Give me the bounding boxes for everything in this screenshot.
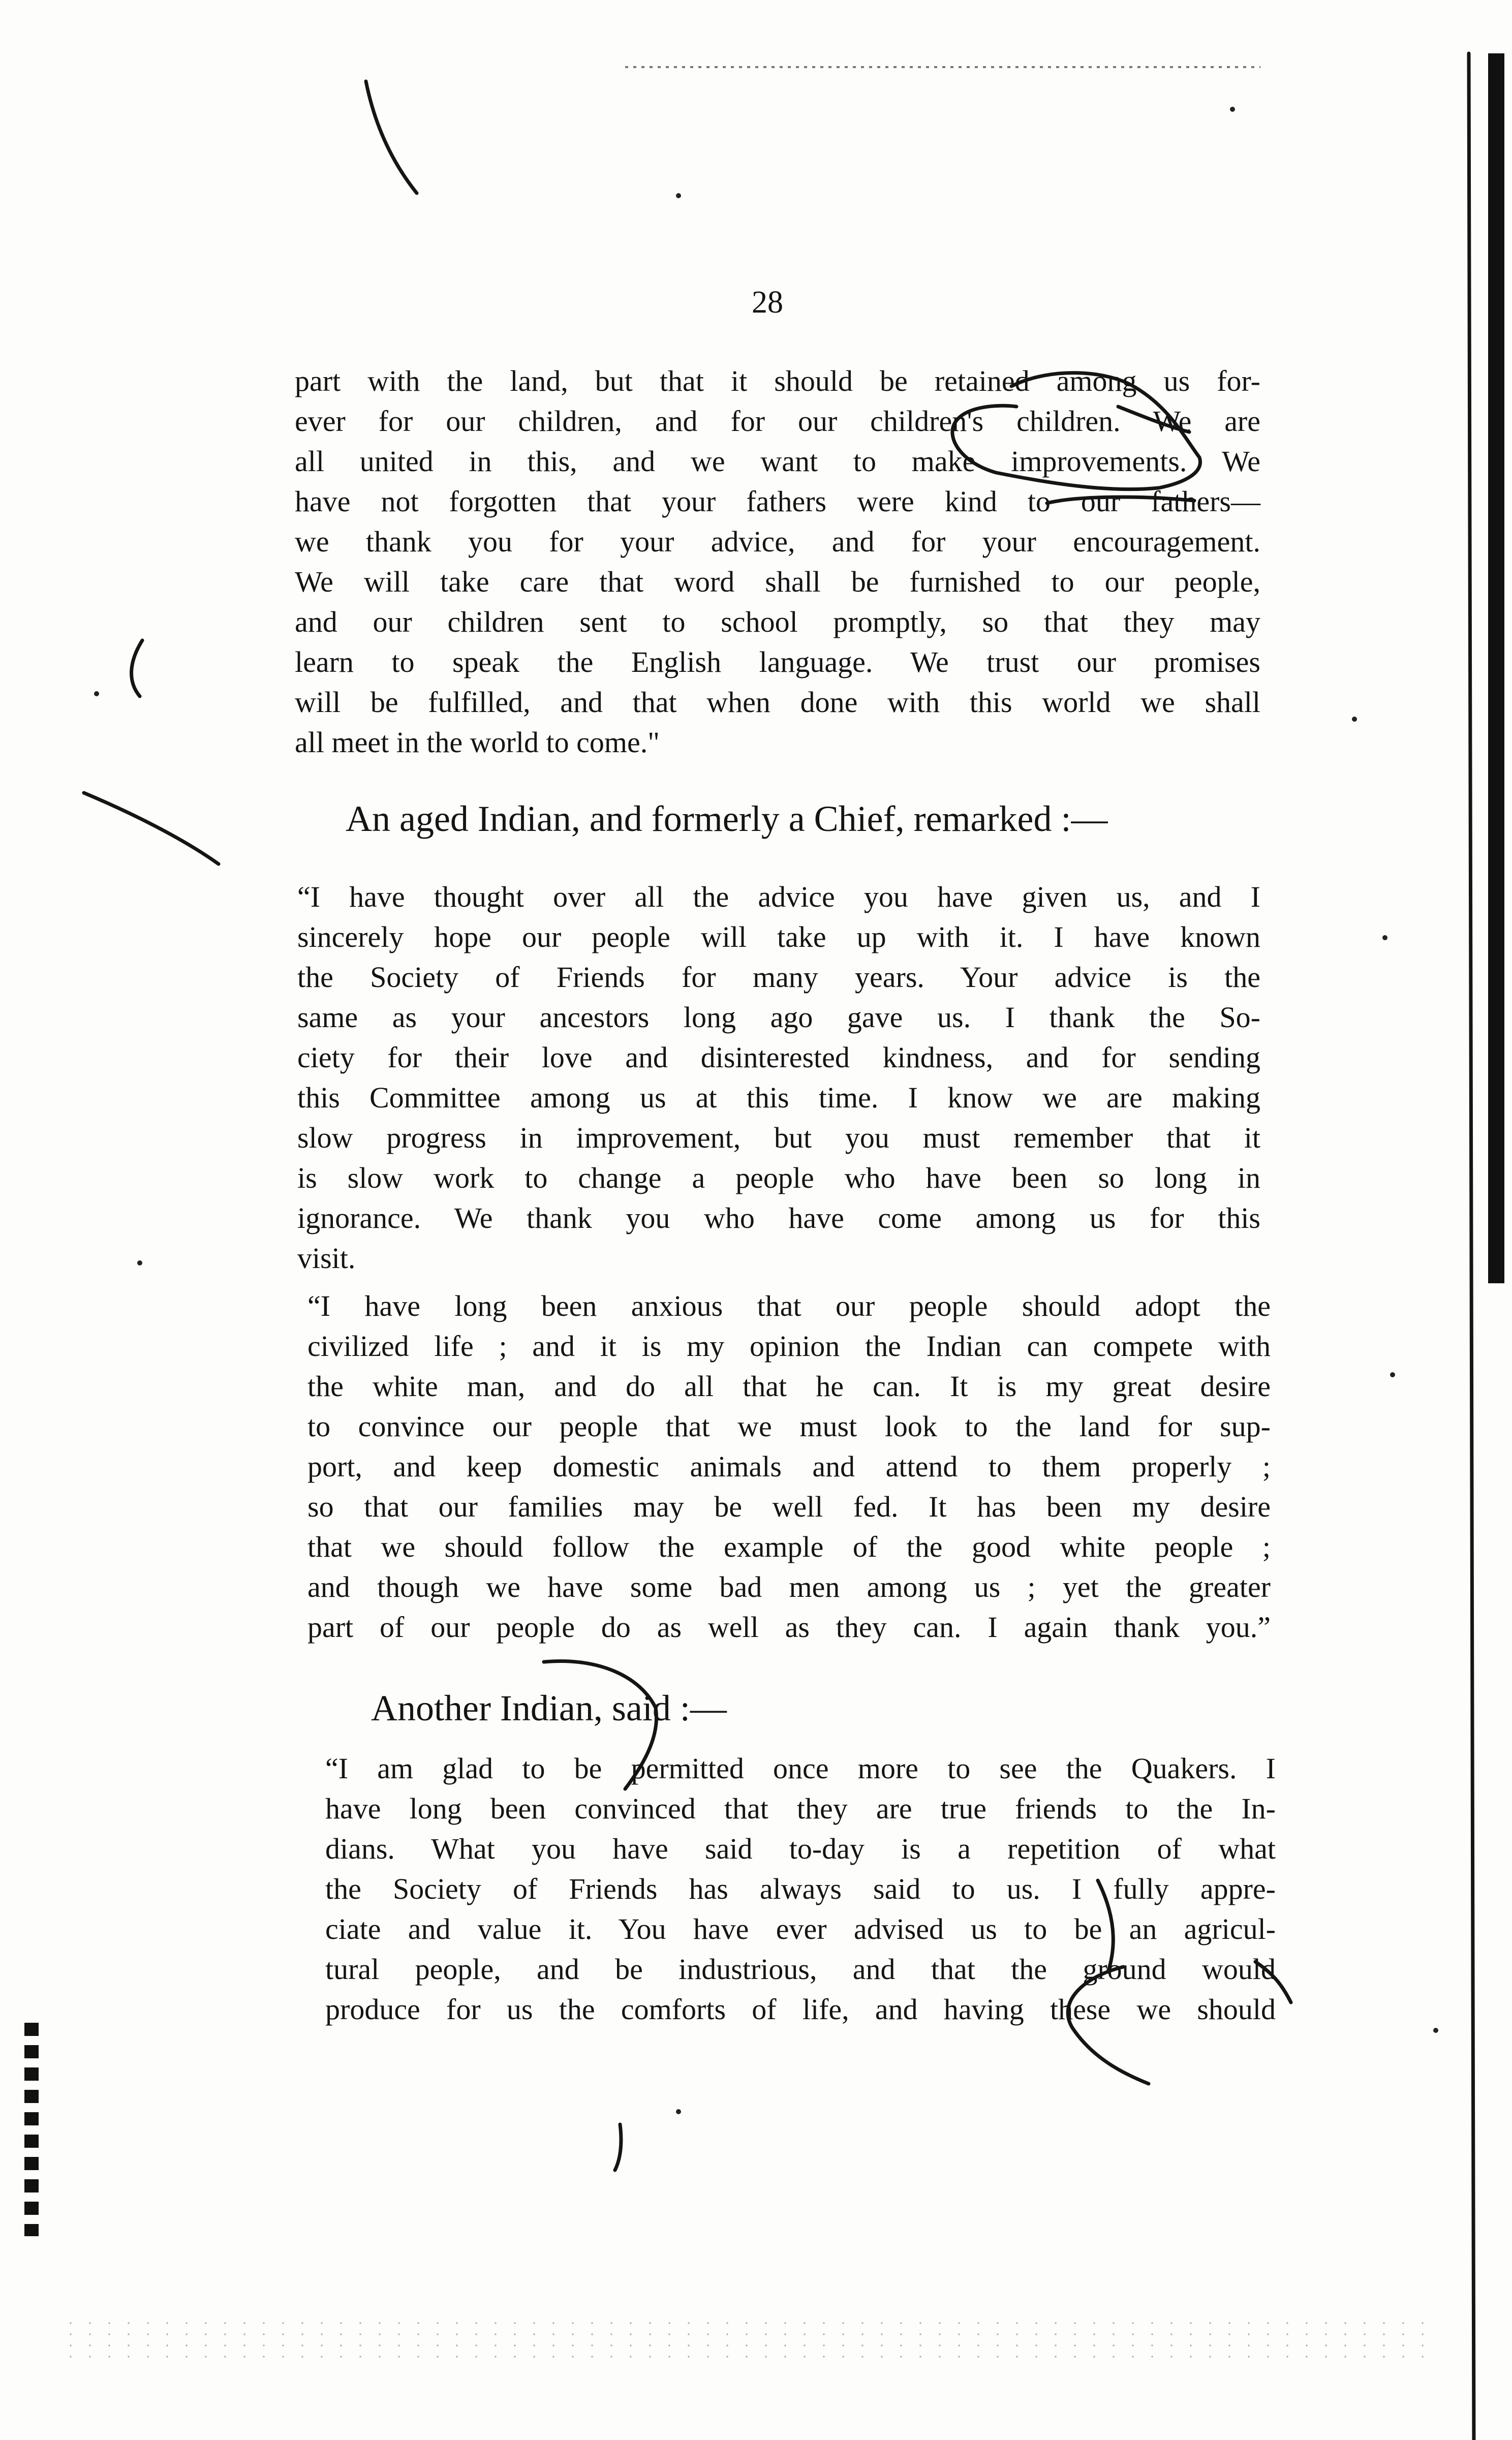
section-heading-aged-chief: An aged Indian, and formerly a Chief, remarked :— xyxy=(346,798,1108,839)
text-line: ignorance. We thank you who have come among us for this xyxy=(297,1201,1260,1234)
text-line: slow progress in improvement, but you must remember that it xyxy=(297,1121,1260,1154)
another-indian-paragraph xyxy=(325,1748,1276,2029)
text-line: and our children sent to school promptly, so that they may xyxy=(295,605,1260,638)
text-line: will be fulfilled, and that when done with this world we shall xyxy=(295,686,1260,719)
text-line: “I have thought over all the advice you have given us, and I xyxy=(297,880,1260,913)
text-line: that we should follow the example of the good white people ; xyxy=(307,1530,1271,1563)
text-line: the white man, and do all that he can. It is my great desire xyxy=(307,1370,1271,1403)
continued-passage xyxy=(295,361,1260,762)
section-heading-another-indian: Another Indian, said :— xyxy=(371,1688,727,1728)
text-line: the Society of Friends has always said to us. I fully appre- xyxy=(325,1872,1276,1905)
text-line: so that our families may be well fed. It has been my desire xyxy=(307,1490,1271,1523)
aged-chief-paragraph-2 xyxy=(307,1286,1271,1647)
text-line: and though we have some bad men among us ; yet the greater xyxy=(307,1570,1271,1603)
text-line: tural people, and be industrious, and that the ground would xyxy=(325,1953,1276,1986)
text-line: produce for us the comforts of life, and having these we should xyxy=(325,1993,1276,2026)
text-line: all united in this, and we want to make improvements. We xyxy=(295,445,1260,478)
text-line: this Committee among us at this time. I know we are making xyxy=(297,1081,1260,1114)
text-line: the Society of Friends for many years. Your advice is the xyxy=(297,961,1260,994)
text-line: part of our people do as well as they can. I again thank you.” xyxy=(307,1611,1271,1644)
aged-chief-paragraph-1 xyxy=(297,877,1260,1278)
text-line: we thank you for your advice, and for your encouragement. xyxy=(295,525,1260,558)
text-line: dians. What you have said to-day is a repetition of what xyxy=(325,1832,1276,1865)
text-line: have long been convinced that they are true friends to the In- xyxy=(325,1792,1276,1825)
text-line: learn to speak the English language. We trust our promises xyxy=(295,645,1260,678)
text-line: “I have long been anxious that our people should adopt the xyxy=(307,1289,1271,1322)
text-line: have not forgotten that your fathers were kind to our fathers— xyxy=(295,485,1260,518)
text-line: is slow work to change a people who have been so long in xyxy=(297,1161,1260,1194)
text-line: all meet in the world to come." xyxy=(295,726,660,759)
text-line: ciate and value it. You have ever advised us to be an agricul- xyxy=(325,1912,1276,1945)
text-line: “I am glad to be permitted once more to see the Quakers. I xyxy=(325,1752,1276,1785)
text-line: ciety for their love and disinterested kindness, and for sending xyxy=(297,1041,1260,1074)
text-line: civilized life ; and it is my opinion the Indian can compete with xyxy=(307,1330,1271,1363)
text-line: ever for our children, and for our children's children. We are xyxy=(295,405,1260,438)
text-line: sincerely hope our people will take up with it. I have known xyxy=(297,920,1260,953)
text-line: visit. xyxy=(297,1242,356,1275)
text-line: port, and keep domestic animals and attend to them properly ; xyxy=(307,1450,1271,1483)
text-line: We will take care that word shall be furnished to our people, xyxy=(295,565,1260,598)
text-line: part with the land, but that it should be retained among us for- xyxy=(295,364,1260,397)
text-line: same as your ancestors long ago gave us. I thank the So- xyxy=(297,1001,1260,1034)
page-number: 28 xyxy=(752,285,783,320)
text-line: to convince our people that we must look to the land for sup- xyxy=(307,1410,1271,1443)
